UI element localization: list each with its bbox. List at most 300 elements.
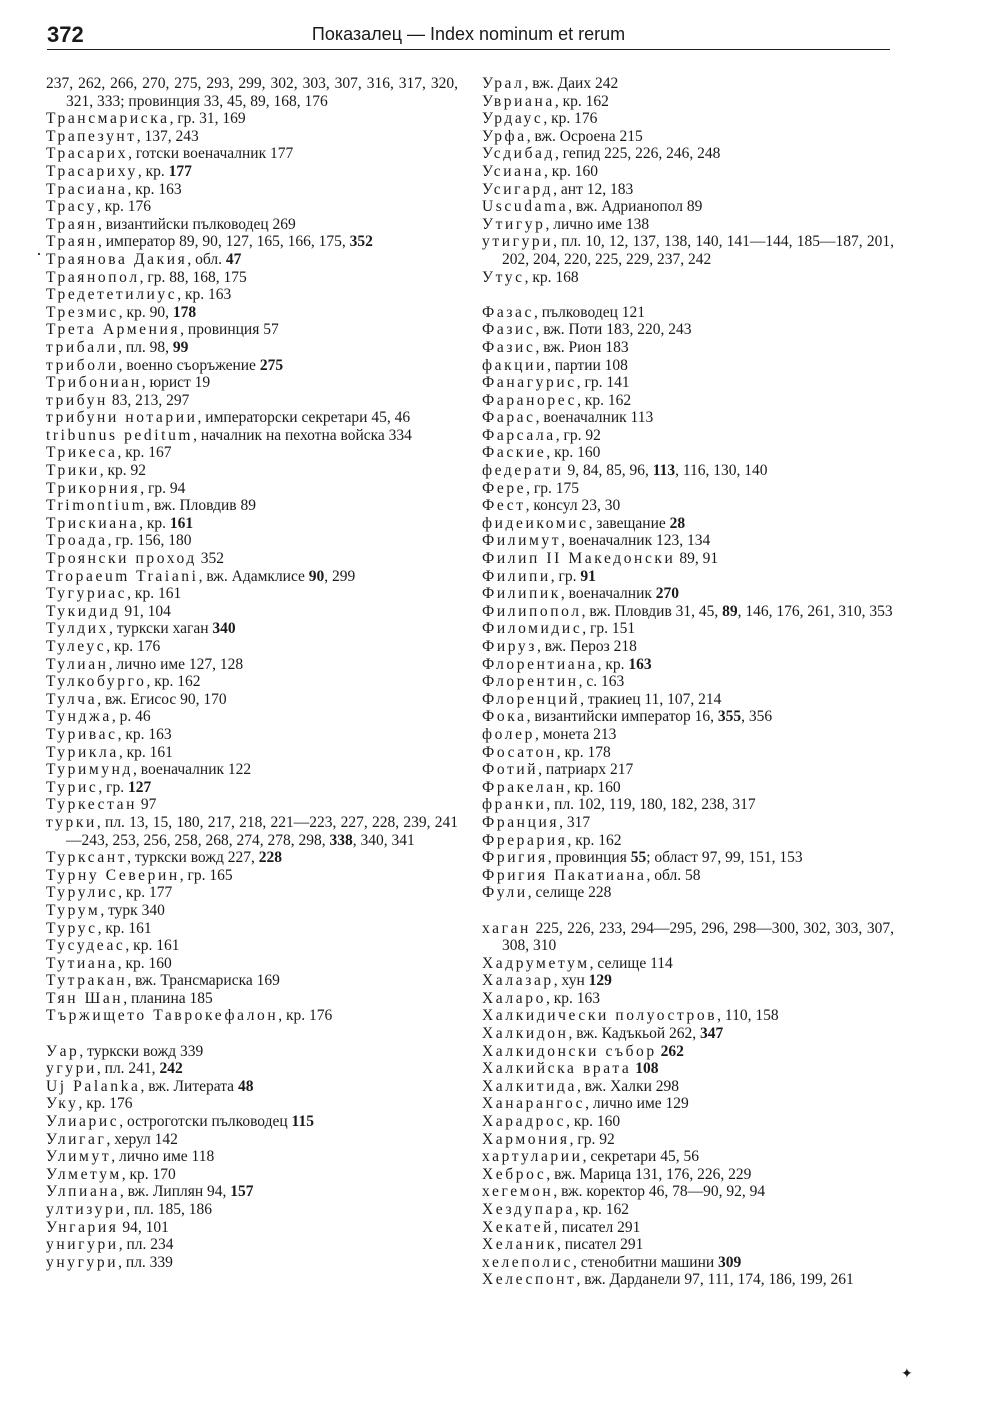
entry-headword: Тунджа — [46, 708, 112, 726]
entry-text: , вж. Поти 183, 220, 243 — [535, 321, 692, 339]
entry-text: , гр. 31, 169 — [169, 110, 246, 128]
entry-text: , кр. 176 — [106, 638, 161, 655]
entry-text: , кр. 160 — [566, 1113, 621, 1131]
entry-headword: Трасариху — [46, 162, 138, 180]
entry-headword: Урал — [482, 75, 525, 92]
index-entry — [482, 603, 894, 621]
entry-text: , вж. Халки 298 — [577, 1077, 679, 1095]
index-entry — [46, 990, 458, 1008]
entry-text: , кр. 167 — [117, 444, 172, 462]
entry-headword: Фригия Пакатиана — [482, 866, 647, 884]
entry-text: , остроготски пълководец — [119, 1113, 292, 1131]
entry-text: , монета 213 — [534, 725, 617, 743]
index-entry — [46, 198, 458, 216]
entry-page-ref-main: 275 — [259, 356, 284, 374]
index-entry — [46, 1148, 458, 1166]
entry-text: , 110, 158 — [717, 1007, 779, 1025]
index-entry — [46, 497, 458, 515]
entry-headword: Tropaeum Traiani — [46, 567, 199, 585]
entry-text: , провинция 57 — [180, 321, 279, 339]
entry-headword: унигури — [46, 1236, 119, 1254]
entry-page-ref-main: 352 — [349, 233, 373, 251]
entry-headword: Турис — [46, 778, 99, 796]
entry-headword: Трасиана — [46, 180, 128, 198]
entry-text: , кр. 177 — [118, 884, 173, 902]
entry-text: , хун — [553, 972, 589, 990]
entry-headword: факции — [482, 356, 547, 374]
index-entry — [482, 814, 894, 832]
entry-headword: Франция — [482, 813, 560, 831]
entry-headword: Филомидис — [482, 620, 583, 638]
entry-headword: Троада — [46, 532, 108, 550]
entry-text: , юрист 19 — [141, 374, 211, 392]
entry-headword: Фарас — [482, 409, 536, 427]
entry-headword: Турус — [46, 919, 98, 937]
entry-headword: Хеброс — [482, 1165, 547, 1183]
index-entry — [46, 779, 458, 797]
entry-headword: Трасу — [46, 198, 97, 216]
entry-headword: Тугуриас — [46, 585, 128, 603]
index-entry — [46, 444, 458, 462]
entry-headword: Траянопол — [46, 268, 140, 286]
index-entry — [46, 585, 458, 603]
page-header — [47, 20, 890, 50]
entry-text: , гр. 175 — [526, 479, 580, 497]
entry-text: , военачалник 123, 134 — [561, 532, 711, 550]
entry-headword: Фест — [482, 497, 526, 515]
index-entry — [46, 374, 458, 392]
index-entry — [46, 251, 458, 269]
entry-text: , стенобитни машини — [573, 1253, 719, 1271]
entry-headword: Усдибад — [482, 145, 556, 163]
index-entry — [46, 1060, 458, 1078]
entry-text: , кр. 170 — [121, 1165, 176, 1183]
index-entry — [46, 708, 458, 726]
entry-headword: Трансмариска — [46, 110, 170, 128]
entry-headword: Улимут — [46, 1148, 112, 1166]
index-entry — [46, 691, 458, 709]
entry-headword: Туркестан — [46, 796, 138, 814]
index-entry — [482, 656, 894, 674]
entry-headword: трибуни нотарии — [46, 409, 198, 427]
entry-text: , вж. Рион 183 — [535, 338, 629, 356]
entry-headword: Фока — [482, 708, 527, 726]
index-entry — [482, 1254, 894, 1272]
index-entry — [46, 339, 458, 357]
index-entry — [46, 1166, 458, 1184]
entry-headword: Утус — [482, 268, 525, 286]
index-entry — [482, 1236, 894, 1254]
entry-text: , кр. 162 — [574, 1201, 629, 1218]
entry-text: , вж. Адрианопол 89 — [568, 198, 703, 216]
index-entry — [482, 1060, 894, 1078]
entry-text: , гр. 141 — [576, 374, 630, 392]
entry-text: , кр. 168 — [524, 268, 579, 286]
entry-headword: Ханарангос — [482, 1095, 586, 1113]
entry-headword: Фазис — [482, 338, 536, 356]
index-entry — [482, 1095, 894, 1113]
entry-text: , вж. Кадъкьой 262, — [568, 1025, 701, 1043]
entry-headword: Увриана — [482, 92, 555, 110]
entry-headword: Фотий — [482, 761, 539, 779]
entry-text: , 356 — [741, 708, 773, 726]
entry-text: , вж. Дарданели 97, 111, 174, 186, 199, 261 — [576, 1271, 854, 1289]
entry-page-ref-main: 108 — [635, 1060, 659, 1078]
index-entry — [46, 480, 458, 498]
entry-text: , гр. — [98, 778, 128, 796]
index-entry — [46, 1201, 458, 1219]
index-entry — [482, 884, 894, 902]
entry-headword: Трикорния — [46, 479, 141, 497]
entry-headword: Фазис — [482, 321, 536, 339]
index-entry — [482, 550, 894, 568]
entry-headword: Тукидид — [46, 602, 121, 620]
entry-headword: Тържището Таврокефалон — [46, 1007, 279, 1025]
index-entry — [46, 163, 458, 181]
index-entry — [46, 75, 458, 110]
entry-headword: Улигаг — [46, 1130, 107, 1148]
index-entry — [482, 638, 894, 656]
entry-headword: Трики — [46, 462, 100, 480]
index-entry — [46, 550, 458, 568]
entry-text: 352 — [196, 550, 224, 568]
entry-text: , военно съоръжение — [118, 356, 260, 374]
margin-bullet-mark: · — [36, 244, 42, 264]
entry-headword: Тян Шан — [46, 989, 124, 1007]
index-entry — [482, 691, 894, 709]
entry-headword: утигури — [482, 233, 554, 251]
entry-headword: Халазар — [482, 972, 554, 990]
index-entry — [482, 832, 894, 850]
entry-text: , кр. 161 — [97, 919, 152, 937]
index-column-left — [46, 75, 458, 1271]
index-entry — [482, 374, 894, 392]
index-entry — [482, 145, 894, 163]
entry-headword: Тулча — [46, 690, 98, 708]
entry-headword: Тредететилиус — [46, 286, 178, 304]
entry-headword: Uj Palanka — [46, 1077, 141, 1095]
entry-headword: Унгария — [46, 1218, 119, 1236]
index-entry — [482, 849, 894, 867]
entry-headword: Фируз — [482, 638, 537, 655]
index-entry — [46, 269, 458, 287]
entry-headword: Турум — [46, 901, 101, 919]
index-entry — [46, 1095, 458, 1113]
entry-text: , военачалник 122 — [133, 761, 252, 779]
entry-text: , кр. 176 — [543, 110, 598, 128]
entry-page-ref-main: 115 — [291, 1113, 314, 1131]
entry-page-ref-main: 48 — [237, 1077, 254, 1095]
index-entry — [482, 93, 894, 111]
entry-text: , гр. 92 — [569, 1130, 615, 1148]
index-entry — [46, 1113, 458, 1131]
index-entry — [482, 409, 894, 427]
index-entry — [482, 321, 894, 339]
entry-text: , кр. — [137, 162, 169, 180]
index-entry — [482, 480, 894, 498]
entry-page-ref-main: 113 — [652, 462, 676, 480]
entry-text: , кр. 162 — [554, 92, 609, 110]
index-entry — [46, 304, 458, 322]
entry-headword: фидеикомис — [482, 514, 589, 532]
entry-headword: Трикеса — [46, 444, 118, 462]
index-entry — [482, 1201, 894, 1219]
entry-headword: Филипик — [482, 585, 561, 603]
entry-text: ; област 97, 99, 151, 153 — [646, 849, 803, 867]
entry-text: , гр. 94 — [140, 479, 186, 497]
entry-text: , 340, 341 — [352, 831, 415, 849]
entry-text: , 317 — [559, 813, 591, 831]
entry-headword: tribunus peditum — [46, 426, 194, 444]
entry-text: , селище 228 — [527, 884, 612, 902]
entry-page-ref-main: 309 — [718, 1253, 742, 1271]
entry-text: , византийски император 16, — [526, 708, 718, 726]
index-entry — [46, 656, 458, 674]
ornament-mark: ✦ — [901, 1367, 913, 1382]
entry-text: , завещание — [588, 514, 670, 532]
entry-text: , кр. 160 — [546, 444, 601, 462]
entry-headword: франки — [482, 796, 547, 814]
index-entry — [482, 1219, 894, 1237]
entry-headword: Трасарих — [46, 145, 129, 163]
entry-headword: Филип II Македонски — [482, 550, 676, 568]
entry-headword: Хармония — [482, 1130, 570, 1148]
entry-headword: Турикла — [46, 743, 119, 761]
index-entry — [482, 673, 894, 691]
index-entry — [482, 920, 894, 955]
entry-headword: Хелеспонт — [482, 1271, 577, 1289]
index-entry — [482, 462, 894, 480]
entry-headword: Троянски проход — [46, 550, 197, 568]
entry-page-ref-main: 91 — [580, 567, 596, 585]
index-entry — [46, 726, 458, 744]
entry-headword: хартуларии — [482, 1148, 583, 1166]
entry-text: , кр. 160 — [566, 778, 621, 796]
entry-text: , кр. 163 — [127, 180, 182, 198]
entry-text: , турк 340 — [100, 901, 165, 919]
index-entry — [46, 673, 458, 691]
entry-headword: Фазас — [482, 303, 535, 321]
entry-headword: Фере — [482, 479, 527, 497]
entry-text: , вж. Егисос 90, 170 — [97, 690, 227, 708]
index-entry — [46, 1131, 458, 1149]
entry-text: , вж. Липлян 94, — [119, 1183, 231, 1201]
entry-text: , кр. 163 — [545, 989, 600, 1007]
entry-page-ref-main: 163 — [628, 655, 652, 673]
entry-page-ref-main: 55 — [630, 849, 647, 867]
index-entry — [482, 779, 894, 797]
entry-headword: Усиана — [482, 162, 544, 180]
entry-text: , кр. 176 — [78, 1095, 133, 1113]
entry-page-ref-main: 262 — [660, 1042, 684, 1060]
entry-text: , кр. 161 — [127, 585, 182, 603]
entry-headword: хаган — [482, 919, 531, 937]
index-entry — [482, 1271, 894, 1289]
entry-text: , обл. 58 — [646, 866, 701, 884]
entry-text: , вж. Пероз 218 — [536, 638, 637, 655]
entry-text: , кр. 176 — [278, 1007, 333, 1025]
index-entry — [482, 726, 894, 744]
entry-text: 225, 226, 233, 294—295, 296, 298—300, 302, 303, 307, 308, 310 — [502, 919, 894, 955]
index-entry — [482, 233, 894, 268]
entry-page-ref-main: 270 — [655, 585, 680, 603]
entry-text: , гр. 151 — [582, 620, 636, 638]
index-entry — [46, 392, 458, 410]
entry-text: , лично име 138 — [545, 215, 650, 233]
entry-headword: Туримунд — [46, 761, 134, 779]
entry-text: , гепид 225, 226, 246, 248 — [555, 145, 721, 163]
index-entry — [46, 744, 458, 762]
entry-page-ref-main: 28 — [669, 514, 686, 532]
index-entry — [482, 568, 894, 586]
index-entry — [482, 392, 894, 410]
index-entry — [482, 163, 894, 181]
entry-text: , лично име 118 — [111, 1148, 215, 1166]
entry-text: , провинция — [547, 849, 631, 867]
entry-text: , кр. 161 — [125, 937, 180, 955]
index-entry — [482, 216, 894, 234]
index-entry — [46, 902, 458, 920]
entry-headword: Улиарис — [46, 1113, 120, 1131]
entry-headword: Фарсала — [482, 426, 556, 444]
entry-headword: Фанагурис — [482, 374, 577, 392]
entry-headword: Трета Армения — [46, 321, 181, 339]
entry-text: , кр. 90, — [118, 303, 173, 321]
entry-text: , военачалник 113 — [535, 409, 654, 427]
entry-page-ref-main: 178 — [172, 303, 197, 321]
index-entry — [46, 216, 458, 234]
entry-text: , императорски секретари 45, 46 — [197, 409, 411, 427]
entry-headword: турки — [46, 813, 97, 831]
index-entry — [46, 409, 458, 427]
entry-page-ref-main: 47 — [225, 250, 242, 268]
index-entry — [482, 585, 894, 603]
header-rule — [47, 49, 890, 50]
entry-page-ref-main: 242 — [159, 1060, 183, 1078]
entry-headword: Тутиана — [46, 954, 118, 972]
index-entry — [482, 1148, 894, 1166]
entry-headword: Тулдих — [46, 620, 110, 638]
index-entry — [46, 1043, 458, 1061]
index-entry — [482, 867, 894, 885]
index-entry — [46, 321, 458, 339]
entry-headword: Улметум — [46, 1165, 122, 1183]
index-entry — [46, 1236, 458, 1254]
entry-text: , вж. Пловдив 89 — [146, 497, 256, 515]
entry-headword: Trimontium — [46, 497, 147, 515]
entry-headword: Филипи — [482, 567, 551, 585]
entry-headword: Харадрос — [482, 1113, 567, 1131]
index-entry — [482, 708, 894, 726]
entry-text: , вж. Осроена 215 — [526, 127, 643, 145]
entry-text: 237, 262, 266, 270, 275, 293, 299, 302, 303, 307, 316, 317, 320, 321, 333; провинция 33, 45, 89, 168, 176 — [46, 75, 458, 110]
entry-text: , с. 163 — [578, 673, 625, 691]
entry-headword: Флорентин — [482, 673, 579, 691]
index-entry — [46, 1183, 458, 1201]
index-entry — [482, 744, 894, 762]
index-entry — [482, 198, 894, 216]
entry-page-ref-main: 90 — [308, 567, 325, 585]
entry-headword: хегемон — [482, 1183, 554, 1201]
entry-text: , пл. 13, 15, 180, 217, 218, 221—223, 227, 228, 239, 241—243, 253, 256, 258, 268, 274, 278, 298, — [66, 813, 458, 849]
entry-text: , гр. 92 — [555, 426, 601, 444]
entry-headword: Тутракан — [46, 972, 128, 990]
entry-headword: Турулис — [46, 884, 119, 902]
index-entry — [46, 462, 458, 480]
entry-headword: Фрерария — [482, 831, 568, 849]
entry-headword: трибали — [46, 338, 119, 356]
entry-text: 9, 84, 85, 96, — [563, 462, 653, 480]
entry-headword: Хездупара — [482, 1201, 575, 1218]
page-number: 372 — [47, 22, 84, 47]
entry-text: , кр. — [597, 655, 629, 673]
entry-text: , вж. Адамклисе — [198, 567, 309, 585]
index-entry — [482, 427, 894, 445]
entry-headword: Тулиан — [46, 655, 109, 673]
index-entry — [482, 955, 894, 973]
entry-text: , туркски вожд 339 — [79, 1042, 204, 1060]
index-entry — [46, 867, 458, 885]
entry-text: , пл. 339 — [118, 1253, 173, 1271]
entry-headword: Урфа — [482, 127, 527, 145]
index-entry — [46, 181, 458, 199]
entry-text: , р. 46 — [111, 708, 151, 726]
letter-section-gap — [482, 902, 894, 920]
index-entry — [46, 920, 458, 938]
index-entry — [46, 233, 458, 251]
entry-headword: Халкитида — [482, 1077, 578, 1095]
entry-headword: трибун — [46, 391, 108, 409]
entry-headword: Хеланик — [482, 1236, 558, 1254]
index-entry — [46, 761, 458, 779]
entry-text: , патриарх 217 — [538, 761, 634, 779]
entry-text: , 146, 176, 261, 310, 353 — [737, 602, 893, 620]
index-entry — [482, 796, 894, 814]
entry-headword: Уку — [46, 1095, 79, 1113]
entry-text: , тракиец 11, 107, 214 — [580, 690, 722, 708]
entry-headword: Утигур — [482, 215, 546, 233]
entry-headword: Турну Северин — [46, 866, 180, 884]
entry-text: , писател 291 — [557, 1236, 644, 1254]
entry-page-ref-main: 355 — [717, 708, 742, 726]
entry-page-ref-main: 129 — [588, 972, 612, 990]
entry-text: 89, 91 — [675, 550, 719, 568]
index-entry — [482, 444, 894, 462]
entry-headword: Урдаус — [482, 110, 544, 128]
entry-text: , вж. Даих 242 — [524, 75, 619, 92]
entry-headword: Трискиана — [46, 514, 140, 532]
entry-headword: ултизури — [46, 1201, 127, 1218]
entry-headword: хелеполис — [482, 1253, 574, 1271]
entry-text: 97 — [137, 796, 157, 814]
entry-page-ref-main: 338 — [329, 831, 353, 849]
entry-page-ref-main: 157 — [230, 1183, 254, 1201]
entry-text: , вж. Литерата — [140, 1077, 238, 1095]
index-column-right — [482, 75, 894, 1289]
index-entry — [46, 884, 458, 902]
entry-headword: Хекатей — [482, 1218, 554, 1236]
index-entry — [482, 761, 894, 779]
index-entry — [46, 814, 458, 849]
index-entry — [482, 532, 894, 550]
index-entry — [46, 1219, 458, 1237]
entry-text: , кр. 92 — [99, 462, 147, 480]
entry-text: , пл. 241, — [96, 1060, 160, 1078]
index-entry — [482, 1025, 894, 1043]
index-entry — [482, 1166, 894, 1184]
entry-text: , 116, 130, 140 — [675, 462, 768, 480]
entry-text: , секретари 45, 56 — [582, 1148, 699, 1166]
